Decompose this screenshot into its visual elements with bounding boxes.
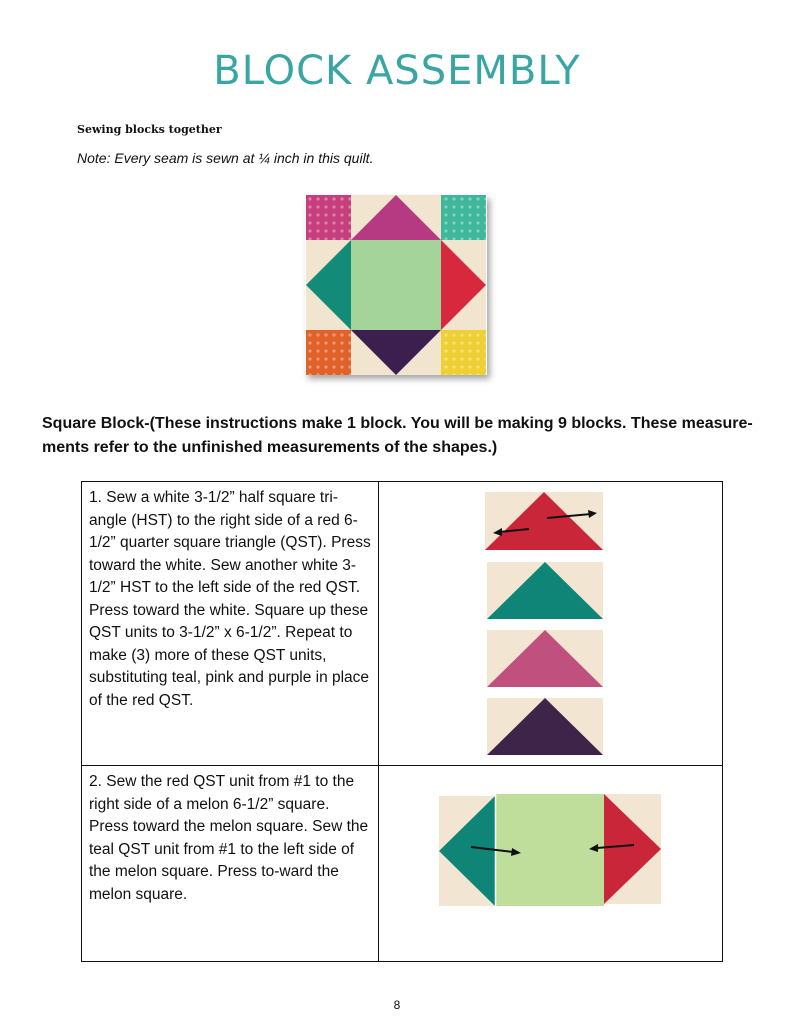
step-1-text: 1. Sew a white 3-1/2” half square tri-angle (HST) to the right side of a red 6-1/2” quarter square triangle (QST). Press toward the white. Sew another white 3-1/2” HST to the left side of the red QST. Press toward the white. Square up these QST units to 3-1/2” x 6-1/2”. Repeat to make (3) more of these QST units, substituting teal, pink and purple in place of the red QST. — [89, 489, 371, 709]
purple-qst-unit — [487, 698, 603, 755]
red-qst-unit — [485, 492, 603, 550]
step-text-cell — [82, 482, 379, 766]
step-text-cell — [82, 766, 379, 962]
table-row — [82, 766, 723, 962]
section-heading: Square Block-(These instructions make 1 block. You will be making 9 blocks. These measure-ments refer to the unfinished measurements of the shapes.) — [42, 415, 753, 456]
subheading: Sewing blocks together — [77, 123, 222, 136]
melon-row-unit — [439, 794, 661, 908]
finished-block-illustration — [305, 195, 487, 375]
table-row — [82, 482, 723, 766]
pink-qst-unit — [487, 630, 603, 687]
page-title: BLOCK ASSEMBLY — [213, 48, 581, 94]
center-square — [351, 240, 441, 330]
step-2-text: 2. Sew the red QST unit from #1 to the right side of a melon 6-1/2” square. Press toward the melon square. Sew the teal QST unit from #1 to the left side of the melon square. Press to-ward the melon square. — [89, 773, 369, 903]
page-number: 8 — [393, 998, 401, 1012]
instruction-table — [81, 481, 723, 962]
teal-qst-unit — [487, 562, 603, 619]
step-figure-cell — [378, 482, 722, 766]
step-figure-cell — [378, 766, 722, 962]
seam-note: Note: Every seam is sewn at ¼ inch in this quilt. — [77, 150, 374, 166]
